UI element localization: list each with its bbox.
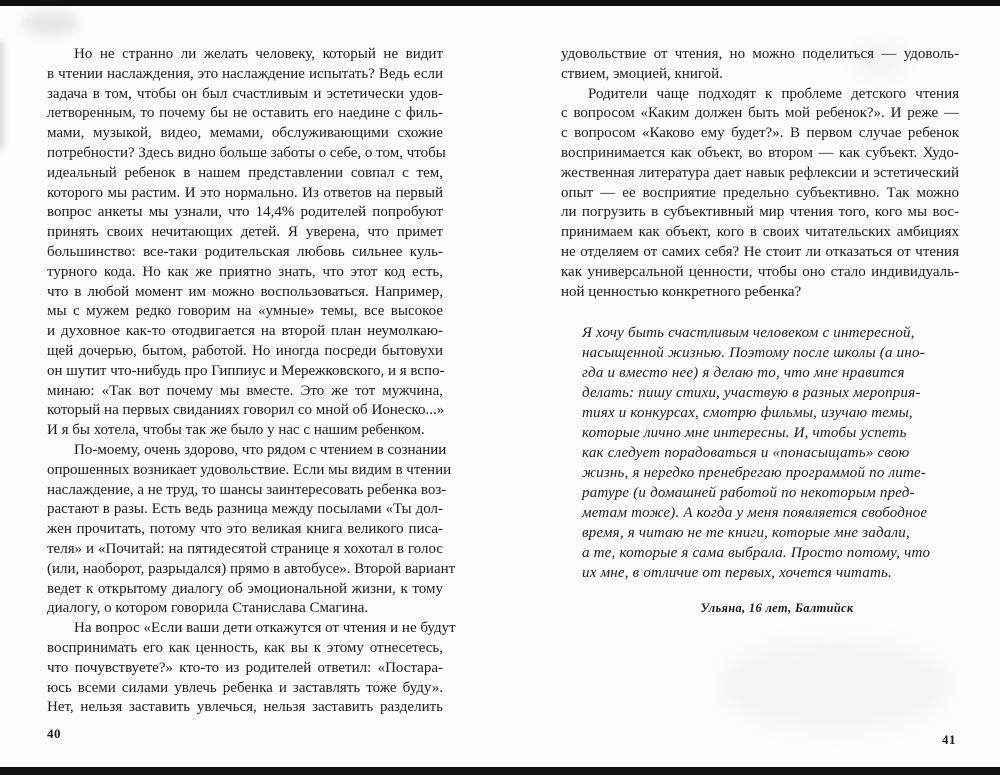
page-number-left: 40 (47, 726, 61, 741)
body-paragraph (47, 441, 456, 619)
text-line: ной ценностью конкретного ребенка? (561, 283, 802, 300)
text-line: ли погрузить в субъективный мир чтения того, кого мы вос- (561, 204, 959, 221)
text-line: Я хочу быть счастливым человеком с интересной, (582, 325, 915, 342)
text-line: жизнь, я нередко пренебрегаю программой по лите- (582, 465, 927, 482)
page-number-right: 41 (942, 732, 956, 747)
scan-artifact (720, 640, 950, 730)
text-line: юсь всеми силами увлечь ребенка и заставлять тоже буду». (47, 679, 443, 696)
text-line: принимаем как объект, кого в своих читательских амбициях (561, 224, 959, 241)
text-line: как универсальной ценности, чтобы оно стало индивидуаль- (561, 263, 959, 280)
body-paragraph (561, 45, 959, 85)
text-line: задача в том, чтобы он был счастливым и эстетически удов- (47, 85, 443, 102)
text-line: которого мы растим. И это нормально. Из ответов на первый (47, 184, 443, 201)
reader-quote-block (561, 323, 959, 583)
text-line: вопрос анкеты мы узнали, что 14,4% родителей попробуют (47, 204, 443, 221)
text-line: (или, наоборот, разрыдался) прямо в автобусе». Второй вариант (47, 560, 456, 577)
text-line: удовольствие от чтения, но можно поделиться — удоволь- (561, 46, 959, 62)
text-line: насыщенной жизнью. Поэтому после школы (а ино- (582, 345, 925, 362)
text-line: который на первых свиданиях говорил со мной об Ионеско...» (47, 402, 445, 419)
text-line: По-моему, очень здорово, что рядом с чтением в сознании (74, 441, 447, 458)
text-line: мы с мужем редко говорим на «умные» темы, все высокое (47, 303, 443, 320)
text-line: ратуре (и домашней работой по некоторым пред- (582, 485, 915, 502)
text-line: и духовное как-то отодвигается на второй план неумолкаю- (47, 323, 443, 340)
text-line: жественная литература дает навык рефлексии и эстетический (561, 164, 959, 181)
text-line: опыт — ее восприятие предельно субъективно. Так можно (561, 184, 959, 201)
quote-attribution: Ульяна, 16 лет, Балтийск (700, 601, 854, 616)
text-line: жен прочитать, потому что это великая книга великого писа- (47, 521, 443, 538)
text-line: в чтении наслаждения, это наслаждение испытать? Ведь если (47, 65, 443, 82)
scan-edge-top (0, 0, 1000, 6)
text-line: идеальный ребенок в нашем представлении совпал с тем, (47, 164, 443, 181)
text-line: что почувствуете?» кто-то из родителей ответил: «Постара- (47, 659, 443, 676)
text-line: ведет к открытому диалогу об эмоциональной жизни, к тому (47, 580, 443, 597)
text-line: потребности? Здесь видно больше заботы о себе, о том, чтобы (47, 144, 446, 161)
text-line: время, я читаю не те книги, которые мне задали, (582, 525, 910, 542)
text-line: гда и вместо нее) я делаю то, что мне нравится (582, 365, 905, 382)
scan-artifact (0, 40, 4, 150)
text-line: которые лично мне интересны. И, чтобы успеть (582, 425, 907, 442)
text-line: воспринимать его как ценность, как вы к этому отнесетесь, (47, 639, 443, 656)
text-line: а те, которые я сама выбрала. Просто потому, что (582, 545, 931, 562)
text-line: диалогу, о котором говорила Станислава Смагина. (47, 600, 369, 617)
text-line: Родители чаще подходят к проблеме детского чтения (588, 85, 959, 102)
text-line: их мне, в отличие от первых, хочется читать. (582, 565, 892, 582)
text-line: теля» и «Почитай: на пятидесятой странице я хохотал в голос (47, 540, 443, 557)
text-line: он шутит что-нибудь про Гиппиус и Мережковского, и я вспо- (47, 362, 445, 379)
text-line: ствием, эмоцией, книгой. (561, 65, 723, 82)
text-line: с вопросом «Каково ему будет?». В первом случае ребенок (561, 125, 959, 142)
text-line: с вопросом «Каким должен быть мой ребенок?». И реже — (561, 105, 959, 122)
text-line: большинство: все-таки родительская любовь сильнее куль- (47, 243, 443, 260)
scan-artifact (22, 10, 78, 36)
text-line: тиях и конкурсах, смотрю фильмы, изучаю темы, (582, 405, 913, 422)
left-page-text-column (47, 45, 456, 718)
right-page-text-column (561, 45, 959, 616)
text-line: опрошенных возникает удовольствие. Если мы видим в чтении (47, 461, 452, 478)
body-paragraph (47, 45, 446, 441)
text-line: щей дочерью, бытом, работой. Но иногда посреди бытовухи (47, 342, 443, 359)
scan-edge-bottom (0, 767, 1000, 775)
text-line: принять своих нечитающих детей. Я уверена, что примет (47, 224, 443, 241)
text-line: И я бы хотела, чтобы так же было у нас с нашим ребенком. (47, 422, 425, 439)
text-line: Но не странно ли желать человеку, который не видит (74, 46, 443, 62)
text-line: что в любой момент им можно воспользоваться. Например, (47, 283, 443, 300)
text-line: На вопрос «Если ваши дети откажутся от чтения и не будут (74, 620, 456, 637)
body-paragraph (561, 85, 959, 303)
text-line: минаю: «Так вот почему мы вместе. Это же тот мужчина, (47, 382, 443, 399)
text-line: метам тоже). А когда у меня появляется свободное (582, 505, 928, 522)
body-paragraph (47, 619, 456, 718)
text-line: воспринимается как объект, во втором — как субъект. Худо- (561, 144, 959, 161)
text-line: летворенным, то почему бы не оставить его наедине с филь- (47, 105, 443, 122)
text-line: турного кода. Но как же приятно знать, что этот код есть, (47, 263, 443, 280)
text-line: делать: пишу стихи, участвую в разных мероприя- (582, 385, 921, 402)
text-line: наслаждение, а не труд, то шансы заинтересовать ребенка воз- (47, 481, 447, 498)
text-line: Нет, нельзя заставить увлечься, нельзя заставить разделить (47, 699, 443, 716)
text-line: не отделяем от самих себя? Не стоит ли отказаться от чтения (561, 243, 959, 260)
text-line: растают в разы. Есть ведь разница между посылами «Ты дол- (47, 501, 443, 518)
text-line: мами, музыкой, видео, мемами, обслуживающими схожие (47, 125, 443, 142)
text-line: как следует порадоваться и «понасыщать» свою (582, 445, 910, 462)
